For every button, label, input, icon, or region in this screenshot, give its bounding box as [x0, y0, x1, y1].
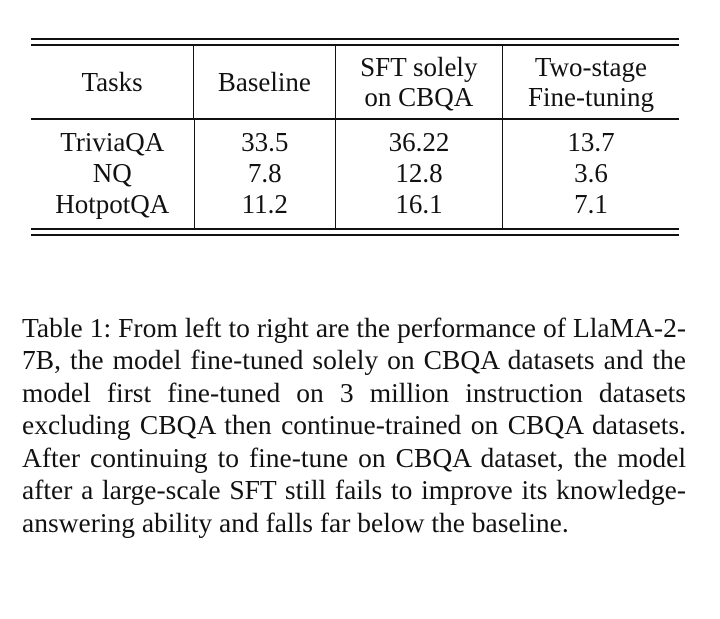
table-row [31, 189, 679, 228]
results-table-grid [31, 46, 679, 118]
header-sft-solely [335, 46, 502, 118]
cell-sft: 16.1 [335, 189, 502, 228]
header-two-stage [502, 46, 679, 118]
cell-baseline: 33.5 [194, 120, 335, 158]
table-row [31, 158, 679, 189]
header-baseline-line-1: Baseline [217, 67, 311, 97]
header-baseline [194, 46, 336, 118]
header-two-stage-line-1: Two-stage [534, 52, 647, 82]
cell-two-stage: 3.6 [574, 158, 608, 188]
cell-sft: 12.8 [335, 158, 502, 189]
header-tasks-line-1: Tasks [81, 67, 143, 97]
header-tasks [31, 46, 194, 118]
results-table [31, 38, 679, 236]
cell-sft: 36.22 [335, 120, 502, 158]
cell-task: NQ [31, 158, 194, 189]
top-double-rule [31, 38, 679, 46]
cell-baseline: 7.8 [194, 158, 335, 189]
table-header [31, 46, 679, 118]
cell-task: TriviaQA [31, 120, 194, 158]
header-row [31, 46, 679, 118]
results-table-body [31, 120, 679, 228]
cell-two-stage: 13.7 [567, 127, 615, 157]
header-two-stage-line-2: Fine-tuning [527, 82, 654, 112]
cell-baseline: 11.2 [194, 189, 335, 228]
cell-task: HotpotQA [31, 189, 194, 228]
table-caption: Table 1: From left to right are the performance of LlaMA-2-7B, the model fine-tuned solely on CBQA datasets and the model first fine-tuned on 3 million instruction datasets excluding CBQA then continue-trained on CBQA datasets. After continuing to fine-tune on CBQA dataset, the model after a large-scale SFT still fails to improve its knowledge-answering ability and falls far below the baseline. [22, 311, 686, 538]
table-row [31, 120, 679, 158]
bottom-double-rule [31, 228, 679, 236]
header-sft-line-1: SFT solely [360, 52, 478, 82]
cell-two-stage: 7.1 [574, 189, 608, 219]
header-sft-line-2: on CBQA [364, 82, 474, 112]
